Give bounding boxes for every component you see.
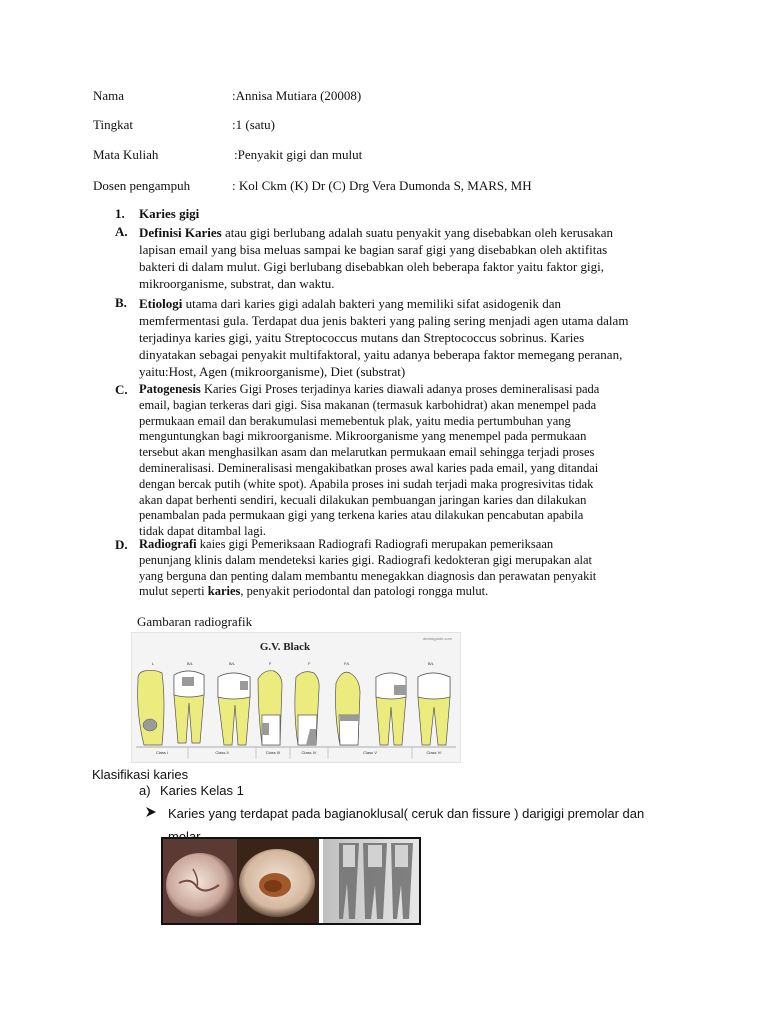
header-value: :Annisa Mutiara (20008) bbox=[232, 88, 362, 103]
bold-word: karies bbox=[207, 584, 241, 599]
text-line: permukaan email dan berakumulasi memebentuk plak, yaitu media pertumbuhan yang bbox=[139, 413, 571, 428]
text-line: demineralisasi. Demineralisasi mengakibatkan proses awal karies pada email, yang ditandai bbox=[139, 460, 599, 475]
tooth-label: L bbox=[152, 661, 155, 666]
gv-black-illustration bbox=[132, 633, 460, 762]
sub-marker: a) bbox=[139, 783, 151, 798]
tooth-label: B/L bbox=[187, 661, 194, 666]
text-line: mulut seperti karies, penyakit periodontal dan patologi rongga mulut. bbox=[139, 584, 489, 599]
figure-caption: Gambaran radiografik bbox=[137, 614, 253, 629]
gv-black-figure bbox=[131, 632, 461, 763]
header-label: Dosen pengampuh bbox=[93, 178, 191, 193]
text-line: dengan bercak putih (white spot). Apabila proses ini sudah terjadi maka progresivitas tidak bbox=[139, 476, 594, 491]
occlusal-tooth-1 bbox=[166, 853, 234, 917]
sub-title: Karies Kelas 1 bbox=[160, 783, 244, 798]
text-line: menguntungkan bagi mikroorganisme. Mikroorganisme yang menempel pada permukaan bbox=[139, 429, 587, 444]
term: Patogenesis bbox=[139, 382, 201, 396]
header-value: :1 (satu) bbox=[232, 117, 275, 132]
tooth-label: B/L bbox=[428, 661, 435, 666]
text-line: memfermentasi gula. Terdapat dua jenis bakteri yang paling sering menjadi agen utama dalam bbox=[139, 313, 629, 328]
text-line: mikroorganisme, substrat, dan waktu. bbox=[139, 276, 335, 291]
text-line: bakteri di dalam mulut. Gigi berlubang disebabkan oleh beberapa faktor yaitu faktor gigi, bbox=[139, 259, 604, 274]
gv-title: G.V. Black bbox=[259, 641, 311, 653]
class-label: Class IV bbox=[301, 750, 317, 755]
gv-corner-note: dentalguide.com bbox=[422, 636, 452, 641]
caries-photos bbox=[163, 839, 419, 923]
term: Definisi Karies bbox=[139, 225, 222, 240]
header-label: Mata Kuliah bbox=[93, 147, 159, 162]
tooth-class-iv-incisor bbox=[295, 672, 319, 745]
term: Radiografi bbox=[139, 537, 197, 551]
bullet-text-cont bbox=[168, 828, 201, 836]
class-label: Class I bbox=[155, 750, 169, 755]
text-line: email, bagian terkeras dari gigi. Sisa makanan (termasuk karbohidrat) akan menempel pada bbox=[139, 397, 597, 412]
text-line: tidak dapat ditambal lagi. bbox=[139, 524, 267, 539]
header-label: Tingkat bbox=[93, 117, 133, 132]
text-line: penambalan pada permukaan gigi yang terkena karies atau dilakukan pencabutan apabila bbox=[139, 508, 584, 523]
text-line: yaitu:Host, Agen (mikroorganisme), Diet (substrat) bbox=[139, 364, 406, 379]
text-line: Radiografi kaies gigi Pemeriksaan Radiografi Radiografi merupakan pemeriksaan bbox=[139, 537, 554, 551]
tooth-label: F bbox=[308, 661, 311, 666]
class-label: Class II bbox=[215, 750, 229, 755]
text-line: lapisan email yang bisa meluas sampai ke bagian saraf gigi yang disebabkan oleh aktifitas bbox=[139, 242, 608, 257]
header-row-dosen bbox=[93, 178, 532, 194]
tooth-label: F/L bbox=[344, 661, 350, 666]
item-radiografi bbox=[139, 537, 699, 600]
class-label: Class V bbox=[363, 750, 377, 755]
item-marker-d: D. bbox=[115, 537, 128, 552]
item-marker-b: B. bbox=[115, 295, 127, 310]
bullet-text: Karies yang terdapat pada bagianoklusal( ceruk dan fissure ) darigigi premolar dan bbox=[168, 806, 645, 821]
item-patogenesis bbox=[139, 382, 699, 540]
text-line: yang berguna dan penting dalam membantu menegakkan diagnosis dan perawatan penyakit bbox=[139, 568, 597, 583]
header-value: : Kol Ckm (K) Dr (C) Drg Vera Dumonda S, MARS, MH bbox=[232, 178, 532, 193]
text-line: tersebut akan menghasilkan asam dan melarutkan permukaan email sehingga terjadi proses bbox=[139, 445, 595, 460]
tooth-class-i-incisor bbox=[138, 670, 164, 745]
section-number: 1. bbox=[115, 206, 125, 221]
header-row-mata-kuliah bbox=[93, 147, 363, 163]
text-line: dinyatakan sebagai penyakit multifaktoral, yaitu adanya beberapa faktor memegang peranan, bbox=[139, 347, 623, 362]
class-label: Class VI bbox=[426, 750, 442, 755]
text-line: penunjang klinis dalam mendeteksi karies gigi. Radiografi kedokteran gigi merupakan alat bbox=[139, 552, 592, 567]
item-marker-a: A. bbox=[115, 224, 128, 239]
text-line: Etiologi utama dari karies gigi adalah bakteri yang memiliki sifat asidogenik dan bbox=[139, 296, 562, 311]
text-line: Definisi Karies atau gigi berlubang adalah suatu penyakit yang disebabkan oleh kerusakan bbox=[139, 225, 614, 240]
term: Etiologi bbox=[139, 296, 183, 311]
item-marker-c: C. bbox=[115, 382, 128, 397]
tooth-class-iii-incisor bbox=[258, 671, 282, 745]
tooth-label: F bbox=[269, 661, 272, 666]
tooth-label: B/L bbox=[229, 661, 236, 666]
arrow-bullet-icon bbox=[145, 806, 159, 818]
text-line: akan dapat berhenti sendiri, kecuali dilakukan pembuangan jaringan karies dan dilakukan bbox=[139, 492, 587, 507]
section-title: Karies gigi bbox=[139, 206, 200, 221]
header-row-tingkat bbox=[93, 117, 275, 133]
klasifikasi-title: Klasifikasi karies bbox=[92, 767, 189, 782]
item-definisi bbox=[139, 224, 699, 292]
item-etiologi bbox=[139, 295, 699, 380]
class-label: Class III bbox=[265, 750, 281, 755]
header-label: Nama bbox=[93, 88, 125, 103]
section-heading bbox=[115, 206, 200, 222]
text-line: Patogenesis Karies Gigi Proses terjadinya karies diawali adanya proses demineralisasi pada bbox=[139, 382, 600, 396]
header-value: :Penyakit gigi dan mulut bbox=[234, 147, 363, 162]
text-line: terjadinya karies gigi, yaitu Streptococcus mutans dan Streptococcus sobrinus. Karies bbox=[139, 330, 585, 345]
tooth-class-v-canine bbox=[336, 672, 361, 745]
header-row-nama bbox=[93, 88, 362, 104]
caries-photo-strip bbox=[161, 837, 421, 925]
